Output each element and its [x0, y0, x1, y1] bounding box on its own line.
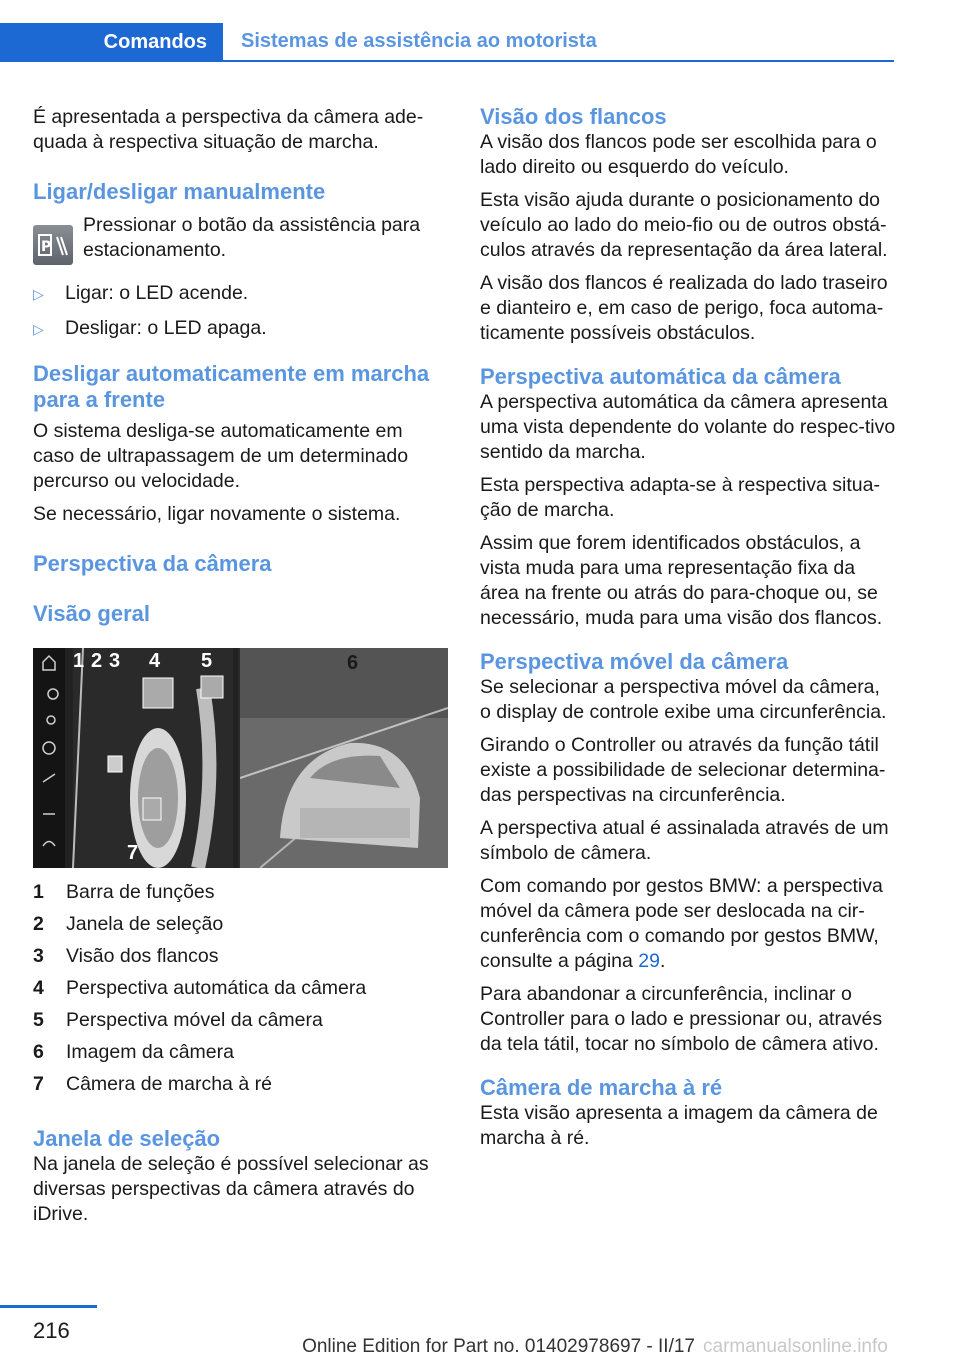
legend-text: Janela de seleção [66, 913, 224, 935]
triangle-bullet-icon: ▷ [33, 286, 44, 302]
left-column [33, 105, 448, 627]
legend-number: 6 [33, 1041, 44, 1063]
mobile-text-1: Se selecionar a perspectiva móvel da câmera, o display de controle exibe uma circunferência. [480, 676, 887, 723]
mobile-text-5: Para abandonar a circunferência, inclinar o Controller para o lado e pressionar ou, através da tela tátil, tocar no símbolo de câmera ativo. [480, 983, 883, 1055]
legend-text: Câmera de marcha à ré [66, 1073, 272, 1095]
callout-label: 4 [149, 650, 161, 672]
legend-text: Perspectiva móvel da câmera [66, 1009, 323, 1031]
heading-auto-perspective: Perspectiva automática da câmera [480, 364, 841, 389]
selection-window-image [33, 648, 238, 868]
legend-row [33, 976, 448, 1008]
manual-text: Pressionar o botão da assistência para estacionamento. [83, 214, 421, 261]
legend-row [33, 1072, 448, 1104]
legend-number: 7 [33, 1073, 44, 1095]
page-link[interactable]: 29 [638, 950, 660, 972]
heading-rear-camera: Câmera de marcha à ré [480, 1075, 723, 1100]
heading-perspective: Perspectiva da câmera [33, 551, 272, 576]
bullet-text: Desligar: o LED apaga. [65, 317, 267, 339]
watermark-text: carmanualsonline.info [703, 1336, 888, 1357]
page-number: 216 [33, 1318, 70, 1343]
mobile-text-4 [480, 874, 896, 974]
tab-section-title[interactable]: Sistemas de assistência ao motorista [241, 30, 597, 52]
legend-row [33, 944, 448, 976]
mobile-text-4-main: Com comando por gestos BMW: a perspectiva móvel da câmera pode ser deslocada na cir-cunferência com o comando por gestos BMW, consulte a página [480, 875, 883, 972]
heading-manual: Ligar/desligar manualmente [33, 179, 326, 204]
legend-row [33, 880, 448, 912]
heading-selection-window: Janela de seleção [33, 1126, 221, 1151]
mobile-text-4-end: . [660, 950, 666, 972]
flanks-text-2: Esta visão ajuda durante o posicionamento do veículo ao lado do meio-fio ou de outros obstá-culos através da representação da área lateral. [480, 189, 888, 261]
edition-text: Online Edition for Part no. 01402978697 - II/17 [302, 1336, 695, 1357]
legend-text: Visão dos flancos [66, 945, 219, 967]
list-item [33, 316, 448, 341]
header-divider [0, 60, 894, 62]
legend-text: Barra de funções [66, 881, 215, 903]
auto-off-text-2: Se necessário, ligar novamente o sistema. [33, 503, 401, 525]
legend-number: 1 [33, 881, 44, 903]
callout-label: 7 [127, 842, 139, 864]
heading-auto-off: Desligar automaticamente em marcha para a frente [33, 361, 430, 412]
legend-list [33, 880, 448, 1235]
callout-label: 5 [201, 650, 213, 672]
heading-mobile-perspective: Perspectiva móvel da câmera [480, 649, 789, 674]
svg-text:P: P [41, 239, 52, 255]
auto-text-3: Assim que forem identificados obstáculos, a vista muda para uma representação fixa da área na frente ou atrás do para-choque ou, se necessário, muda para uma visão dos flancos. [480, 532, 883, 629]
flanks-text-3: A visão dos flancos é realizada do lado traseiro e dianteiro e, em caso de perigo, foca automa-ticamente possíveis obstáculos. [480, 272, 888, 344]
legend-text: Perspectiva automática da câmera [66, 977, 367, 999]
rear-text: Esta visão apresenta a imagem da câmera de marcha à ré. [480, 1102, 878, 1149]
callout-label: 6 [347, 652, 359, 674]
camera-overview-figure [33, 648, 448, 868]
callout-label: 3 [109, 650, 121, 672]
legend-number: 5 [33, 1009, 44, 1031]
legend-number: 4 [33, 977, 44, 999]
callout-label: 1 [73, 650, 85, 672]
auto-off-text-1: O sistema desliga-se automaticamente em caso de ultrapassagem de um determinado percurso ou velocidade. [33, 420, 409, 492]
legend-number: 3 [33, 945, 44, 967]
tab-comandos[interactable]: Comandos [0, 23, 223, 62]
heading-flanks: Visão dos flancos [480, 104, 667, 129]
flanks-text-1: A visão dos flancos pode ser escolhida para o lado direito ou esquerdo do veículo. [480, 131, 877, 178]
mobile-text-3: A perspectiva atual é assinalada através de um símbolo de câmera. [480, 817, 889, 864]
callout-label: 2 [91, 650, 103, 672]
page-header [0, 0, 960, 62]
mobile-text-2: Girando o Controller ou através da função tátil existe a possibilidade de selecionar determina-das perspectivas na circunferência. [480, 734, 886, 806]
parking-assistant-button-icon [33, 225, 73, 265]
legend-number: 2 [33, 913, 44, 935]
list-item [33, 281, 448, 306]
right-column [480, 104, 896, 1159]
selection-text: Na janela de seleção é possível selecionar as diversas perspectivas da câmera através do iDrive. [33, 1153, 429, 1225]
legend-row [33, 1040, 448, 1072]
auto-text-2: Esta perspectiva adapta-se à respectiva situa-ção de marcha. [480, 474, 880, 521]
auto-text-1: A perspectiva automática da câmera apresenta uma vista dependente do volante do respec-tivo sentido da marcha. [480, 391, 896, 463]
heading-overview: Visão geral [33, 601, 150, 626]
legend-row [33, 912, 448, 944]
legend-row [33, 1008, 448, 1040]
footer-divider [0, 1305, 97, 1308]
intro-text: É apresentada a perspectiva da câmera ade-quada à respectiva situação de marcha. [33, 106, 424, 153]
triangle-bullet-icon: ▷ [33, 321, 44, 337]
legend-text: Imagem da câmera [66, 1041, 234, 1063]
camera-image [240, 648, 448, 868]
bullet-text: Ligar: o LED acende. [65, 282, 249, 304]
